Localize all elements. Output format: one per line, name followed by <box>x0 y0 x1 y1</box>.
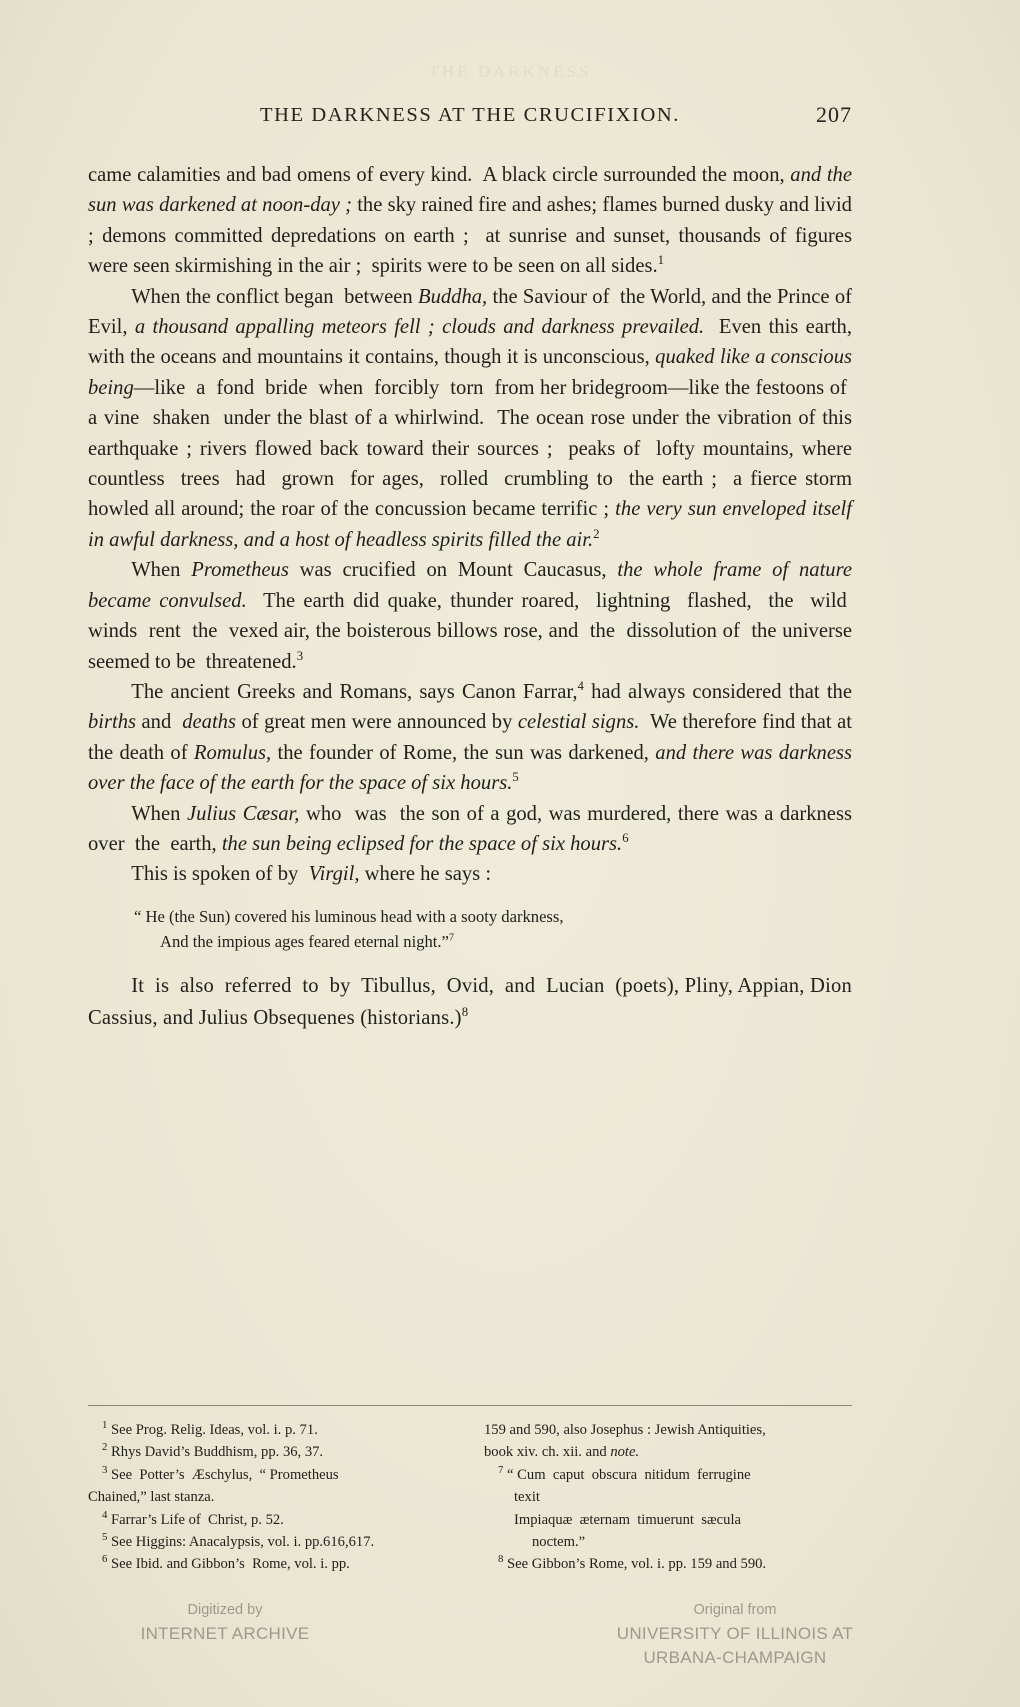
original-from-label: Original from <box>693 1602 777 1618</box>
running-head-title: THE DARKNESS AT THE CRUCIFIXION. <box>259 104 681 126</box>
footnote: $^2$ Rhys David’s Buddhism, pp. 36, 37. <box>102 1441 324 1461</box>
footnote-continuation: Chained,” last stanza. <box>88 1489 215 1506</box>
footnote: $^1$ See Prog. Relig. Ideas, vol. i. p. 71. <box>102 1419 318 1438</box>
digitizer-credit <box>0 1598 450 1670</box>
digitizer-name: INTERNET ARCHIVE <box>140 1624 310 1643</box>
footnote-continuation: noctem.” <box>532 1534 586 1551</box>
footnote-continuation: 159 and 590, also Josephus : Jewish Antiquities, <box>484 1422 766 1438</box>
footnote-column-left <box>88 1420 460 1577</box>
footnote: $^8$ See Gibbon’s Rome, vol. i. pp. 159 and 590. <box>498 1553 767 1573</box>
paragraph: When Julius Cæsar, who was the son of a god, was murdered, there was a darkness over the earth, the sun being eclipsed for the space of six hours.$^6$ <box>88 802 852 855</box>
running-head <box>88 104 852 138</box>
paragraph: When Prometheus was crucified on Mount Caucasus, the whole frame of nature became convulsed. The earth did quake, thunder roared, lightning flashed, the wild winds rent the vexed air, the boisterous billows rose, and the dissolution of the universe seemed to be threatened.$^3$ <box>88 559 852 673</box>
footnote-continuation: book xiv. ch. xii. and note. <box>484 1444 640 1461</box>
quoted-verse <box>134 904 852 954</box>
scan-credits <box>0 1598 1020 1670</box>
digitized-by-label: Digitized by <box>187 1602 263 1618</box>
footnote-continuation: Impiaquæ æternam timuerunt sæcula <box>514 1511 741 1528</box>
paragraph: This is spoken of by Virgil, where he says : <box>131 863 492 886</box>
closing-paragraph-block <box>88 970 852 1034</box>
page-number: 207 <box>816 102 852 127</box>
verse-line <box>134 929 852 954</box>
source-credit <box>450 1598 1020 1670</box>
source-institution-line1: UNIVERSITY OF ILLINOIS AT <box>616 1624 854 1643</box>
footnote-continuation: texit <box>514 1489 540 1506</box>
paragraph: The ancient Greeks and Romans, says Canon Farrar,$^4$ had always considered that the births and deaths of great men were announced by celestial signs. We therefore find that at the death of Romulus, the founder of Rome, the sun was darkened, and there was darkness over the face of the earth for the space of six hours.$^5$ <box>88 679 852 795</box>
source-institution-line2: URBANA-CHAMPAIGN <box>643 1648 827 1667</box>
footnote: $^5$ See Higgins: Anacalypsis, vol. i. pp.616,617. <box>102 1531 375 1551</box>
footnote: $^4$ Farrar’s Life of Christ, p. 52. <box>102 1508 284 1528</box>
verse-line: “ He (the Sun) covered his luminous head with a sooty darkness, <box>134 906 564 926</box>
verse-line-text: And the impious ages feared eternal night.” <box>160 931 449 951</box>
page-content <box>88 104 852 1034</box>
body-text <box>88 160 852 890</box>
footnote-marker: 7 <box>448 932 455 944</box>
footnotes <box>88 1420 858 1577</box>
paragraph: When the conflict began between Buddha, the Saviour of the World, and the Prince of Evil, a thousand appalling meteors fell ; clouds and darkness prevailed. Even this earth, with the oceans and mountains it contains, though it is unconscious, quaked like a conscious being—like a fond bride when forcibly torn from her bridegroom—like the festoons of a vine shaken under the blast of a whirlwind. The ocean rose under the vibration of this earthquake ; rivers flowed back toward their sources ; peaks of lofty mountains, where countless trees had grown for ages, rolled crumbling to the earth ; a fierce storm howled all around; the roar of the concussion became terrific ; the very sun enveloped itself in awful darkness, and a host of headless spirits filled the air.$^2$ <box>88 285 853 551</box>
footnote: $^6$ See Ibid. and Gibbon’s Rome, vol. i. pp. <box>102 1553 350 1573</box>
paragraph: It is also referred to by Tibullus, Ovid, and Lucian (poets), Pliny, Appian, Dion Cassius, and Julius Obsequenes (historians.)$^8$ <box>88 974 852 1029</box>
bleed-through-header: THE DARKNESS <box>428 62 592 81</box>
footnote: $^3$ See Potter’s Æschylus, “ Prometheus <box>102 1463 339 1483</box>
footnote-column-right <box>484 1420 856 1577</box>
footnote: $^7$ “ Cum caput obscura nitidum ferrugine <box>498 1463 751 1483</box>
footnote-divider <box>88 1405 852 1406</box>
paragraph: came calamities and bad omens of every kind. A black circle surrounded the moon, and the sun was darkened at noon-day ; the sky rained fire and ashes; flames burned dusky and livid ; demons committed depredations on earth ; at sunrise and sunset, thousands of figures were seen skirmishing in the air ; spirits were to be seen on all sides.$^1$ <box>88 164 852 278</box>
